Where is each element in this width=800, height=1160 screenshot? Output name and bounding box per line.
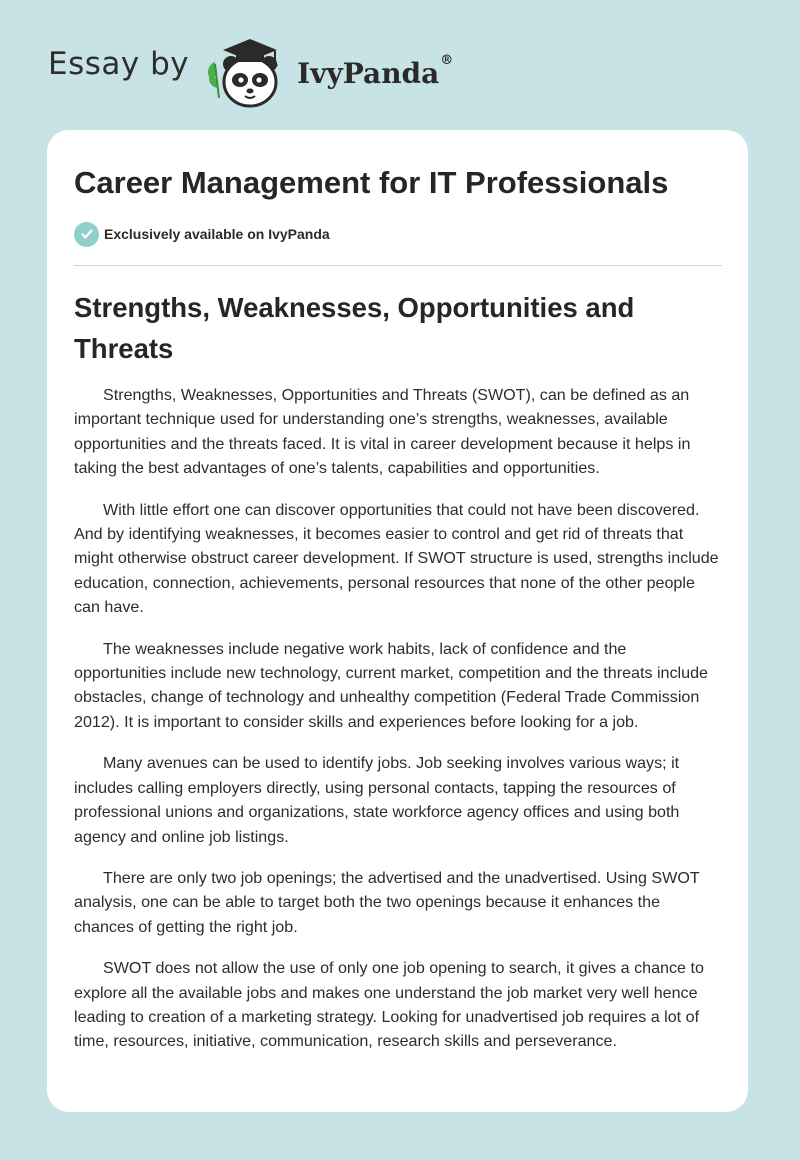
- brand-name[interactable]: IvyPanda®: [297, 52, 454, 90]
- paragraph: Strengths, Weaknesses, Opportunities and Threats (SWOT), can be defined as an important technique used for understanding one’s strengths, weaknesses, available opportunities and the threats faced. It is vital in career development because it helps in taking the best advantages of one’s talents, capabilities and opportunities.: [74, 386, 691, 478]
- paragraph: The weaknesses include negative work habits, lack of confidence and the opportunities include new technology, current market, competition and the threats include obstacles, change of technology and unhealthy competition (Federal Trade Commission 2012). It is important to consider skills and experiences before looking for a job.: [74, 639, 708, 731]
- panda-graduate-icon[interactable]: [203, 30, 295, 110]
- divider: [74, 265, 722, 266]
- section-heading: Strengths, Weaknesses, Opportunities and Threats: [74, 292, 635, 364]
- essay-body: [74, 383, 722, 1054]
- paragraph: SWOT does not allow the use of only one job opening to search, it gives a chance to explore all the available jobs and makes one understand the job market very well hence leading to creation of a marketing strategy. Looking for unadvertised job requires a lot of time, resources, initiative, communication, research skills and perseverance.: [74, 959, 704, 1051]
- paragraph: With little effort one can discover opportunities that could not have been discovered. And by identifying weaknesses, it becomes easier to control and get rid of threats that might otherwise obstruct career development. If SWOT structure is used, strengths include education, connection, achievements, personal resources that none of the other people can have.: [74, 500, 719, 617]
- page-title: Career Management for IT Professionals: [74, 165, 669, 200]
- site-header: [48, 30, 453, 110]
- exclusive-badge: [74, 221, 722, 247]
- check-icon: [74, 222, 99, 247]
- registered-mark: ®: [440, 52, 454, 68]
- essay-by-label: Essay by: [48, 46, 190, 82]
- essay-card: [47, 130, 748, 1112]
- badge-text: Exclusively available on IvyPanda: [104, 226, 330, 242]
- paragraph: Many avenues can be used to identify jobs. Job seeking involves various ways; it includes calling employers directly, using personal contacts, tapping the resources of professional unions and organizations, state workforce agency offices and using both agency and online job listings.: [74, 754, 680, 846]
- paragraph: There are only two job openings; the advertised and the unadvertised. Using SWOT analysis, one can be able to target both the two openings because it enhances the chances of getting the right job.: [74, 868, 700, 936]
